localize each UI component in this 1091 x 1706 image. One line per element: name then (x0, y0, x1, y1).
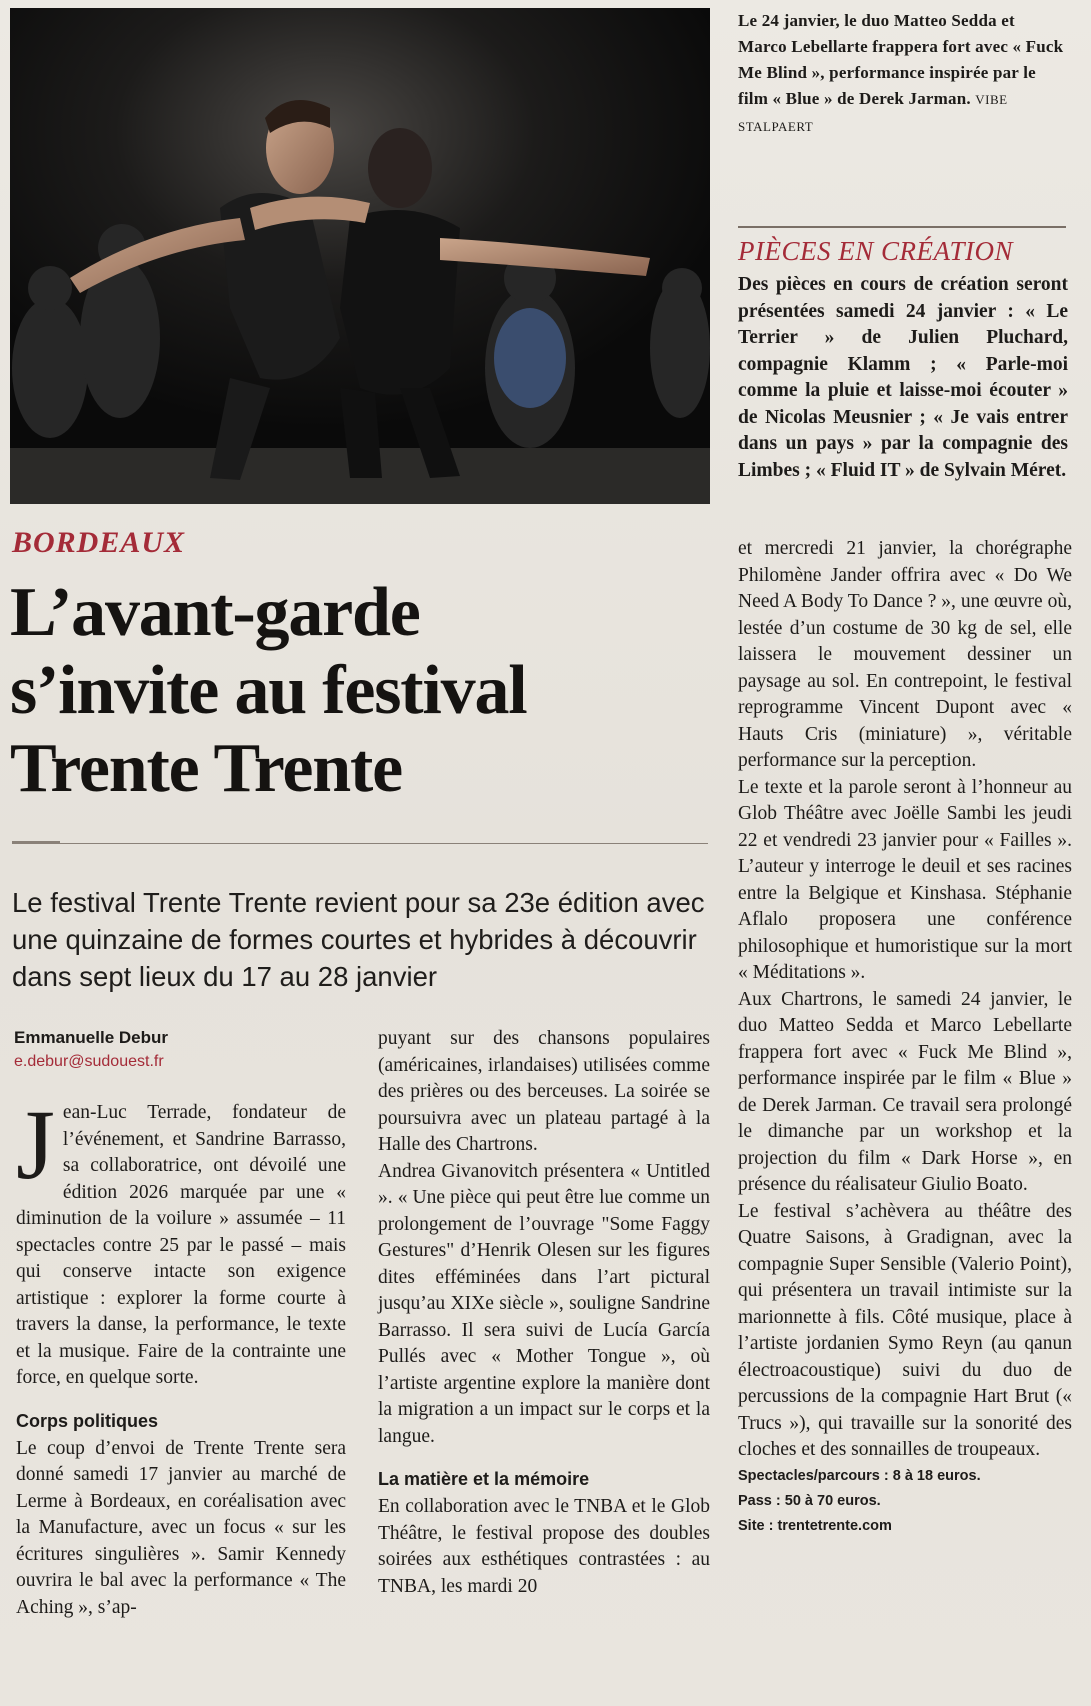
headline-divider (12, 843, 708, 844)
paragraph-intro-text: ean-Luc Terrade, fondateur de l’événement, et Sandrine Barrasso, sa collaboratrice, ont dévoilé une édition 2026 marquée par une « diminution de la voilure » assumée – 11 spectacles contre 25 par le passé – mais qui conserve intacte son exigence artistique : explorer la forme courte à travers la danse, la performance, le texte et la musique. Faire de la contrainte une force, en quelque sorte. (16, 1102, 346, 1388)
article-deck: Le festival Trente Trente revient pour sa 23e édition avec une quinzaine de formes courtes et hybrides à découvrir dans sept lieux du 17 au 28 janvier (12, 887, 705, 992)
headline-line-1: L’avant-garde (10, 574, 420, 651)
paragraph-4: Andrea Givanovitch présentera « Untitled ». « Une pièce qui peut être lue comme un prolongement de l’ouvrage "Some Faggy Gestures" d’Henrik Olesen sur les figures dites efféminées dans l’art pictural jusqu’au XIXe siècle », souligne Sandrine Barrasso. Il sera suivi de Lucía García Pullés avec « Mother Tongue », où l’artiste argentine explore la manière dont la migration a un impact sur le corps et la langue. (378, 1160, 710, 1447)
dancers-photo (10, 8, 710, 504)
info-pass: Pass : 50 à 70 euros. (738, 1492, 881, 1509)
headline-line-2: s’invite au festival (10, 652, 527, 729)
paragraph-3: puyant sur des chansons populaires (américaines, irlandaises) utilisées comme des prières ou des berceuses. La soirée se poursuivra avec un plateau partagé à la Halle des Chartrons. (378, 1028, 710, 1155)
paragraph-6: et mercredi 21 janvier, la chorégraphe Philomène Jander offrira avec « Do We Need A Body To Dance ? », une œuvre où, lestée d’un costume de 30 kg de sel, elle laissera le mouvement dessiner un paysage au sol. En contrepoint, le festival reprogramme Vincent Dupont avec « Hauts Cris (miniature) », véritable performance sur la perception. (738, 538, 1072, 771)
headline-line-3: Trente Trente (10, 730, 402, 807)
author-name: Emmanuelle Debur (14, 1028, 168, 1047)
author-email[interactable]: e.debur@sudouest.fr (14, 1053, 164, 1070)
article-headline (10, 574, 710, 808)
sidebar-heading: PIÈCES EN CRÉATION (738, 226, 1066, 267)
paragraph-9: Le festival s’achèvera au théâtre des Quatre Saisons, à Gradignan, avec la compagnie Super Sensible (Valerio Point), qui présentera un travail intimiste sur la marionnette à fils. Côté musique, place à l’artiste jordanien Symo Reyn (au qanun électroacoustique) suivi du duo de percussions de la compagnie Hart Brut (« Trucs »), qui travaille sur la sonorité des cloches et des sonnailles de troupeaux. (738, 1200, 1072, 1460)
headline-divider-mark (12, 841, 60, 844)
paragraph-8: Aux Chartrons, le samedi 24 janvier, le duo Matteo Sedda et Marco Lebellarte frappera fort avec « Fuck Me Blind », performance inspirée par le film « Blue » de Derek Jarman. Ce travail sera prolongé le dimanche par un workshop et la projection du film « Dark Horse », en présence du réalisateur Giulio Boato. (738, 988, 1072, 1195)
subhead-matiere-memoire: La matière et la mémoire (378, 1469, 590, 1489)
paragraph-5: En collaboration avec le TNBA et le Glob Théâtre, le festival propose des doubles soirées aux esthétiques contrastées : au TNBA, les mardi 20 (378, 1496, 710, 1597)
dancers-photo-illustration (10, 8, 710, 504)
paragraph-intro (16, 1089, 346, 1392)
article-column-3 (738, 536, 1072, 1539)
sidebar-body: Des pièces en cours de création seront présentées samedi 24 janvier : « Le Terrier » de Julien Pluchard, compagnie Klamm ; « Parle-moi comme la pluie et laisse-moi écouter » de Nicolas Meusnier ; « Je vais entrer dans un pays » par la compagnie des Limbes ; « Fluid IT » de Sylvain Méret. (738, 274, 1068, 481)
byline (14, 1026, 168, 1074)
paragraph-2: Le coup d’envoi de Trente Trente sera donné samedi 17 janvier au marché de Lerme à Bordeaux, en coréalisation avec la Manufacture, avec un focus « sur les écritures singulières ». Samir Kennedy ouvrira le bal avec la performance « The Aching », s’ap- (16, 1437, 346, 1618)
article-column-1 (16, 1089, 346, 1621)
subhead-corps-politiques: Corps politiques (16, 1410, 159, 1431)
caption-text: Le 24 janvier, le duo Matteo Sedda et Marco Lebellarte frappera fort avec « Fuck Me Blind », performance inspirée par le film « Blue » de Derek Jarman. (738, 11, 1064, 108)
info-website[interactable]: Site : trentetrente.com (738, 1517, 892, 1534)
article-column-2 (378, 1026, 710, 1600)
photo-credit: VIBE STALPAERT (738, 92, 1008, 134)
photo-caption (738, 8, 1068, 140)
article-kicker: BORDEAUX (12, 526, 186, 559)
info-prices: Spectacles/parcours : 8 à 18 euros. (738, 1467, 981, 1484)
drop-cap: J (16, 1089, 55, 1200)
paragraph-7: Le texte et la parole seront à l’honneur au Glob Théâtre avec Joëlle Sambi les jeudi 22 et vendredi 23 janvier pour « Failles ». L’auteur y interroge le deuil et ses racines entre la Belgique et Kinshasa. Stéphanie Aflalo proposera une conférence philosophique et humoristique sur la mort « Méditations ». (738, 776, 1072, 983)
